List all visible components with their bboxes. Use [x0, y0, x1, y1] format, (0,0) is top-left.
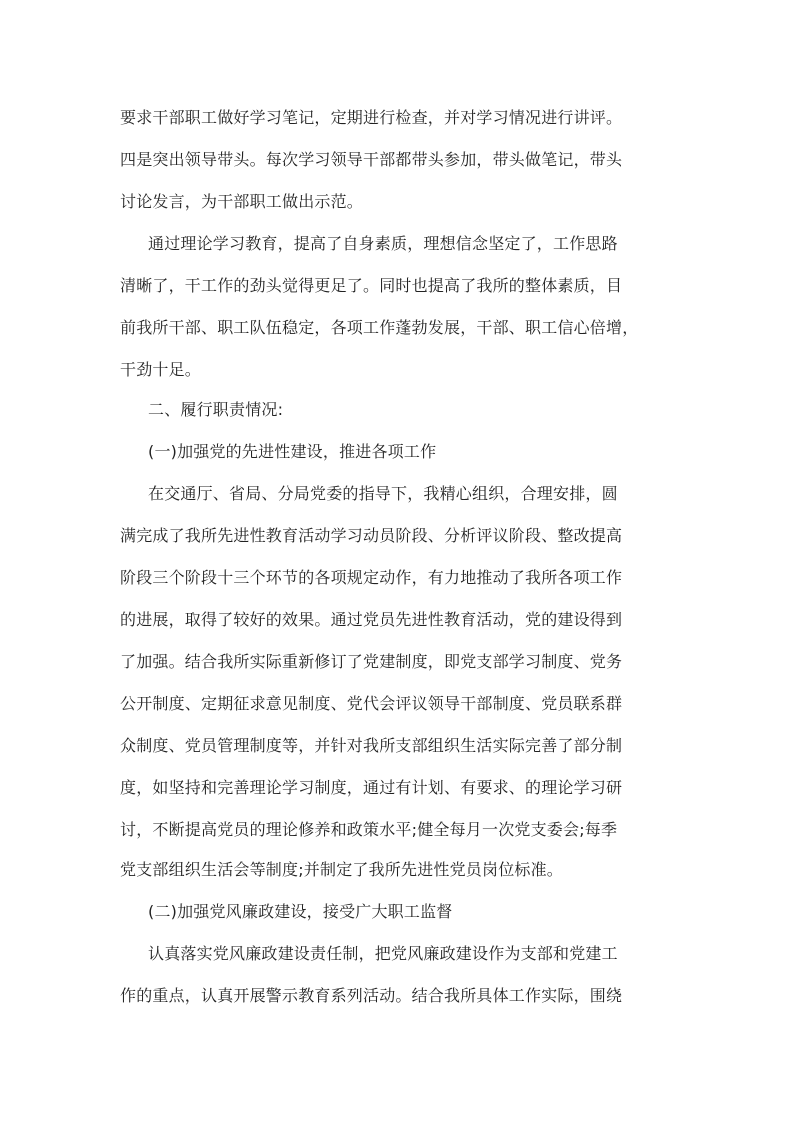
subsection-heading: (一)加强党的先进性建设，推进各项工作 [148, 442, 437, 461]
text-line: 了加强。结合我所实际重新修订了党建制度，即党支部学习制度、党务 [120, 652, 623, 671]
text-line: 众制度、党员管理制度等，并针对我所支部组织生活实际完善了部分制 [120, 736, 623, 755]
text-line: 阶段三个阶段十三个环节的各项规定动作，有力地推动了我所各项工作 [120, 568, 623, 587]
paragraph-start: 在交通厅、省局、分局党委的指导下，我精心组织，合理安排，圆 [148, 484, 618, 503]
text-line: 干劲十足。 [120, 360, 202, 379]
text-line: 前我所干部、职工队伍稳定，各项工作蓬勃发展，干部、职工信心倍增， [120, 318, 639, 337]
text-line: 清晰了，干工作的劲头觉得更足了。同时也提高了我所的整体素质，目 [120, 276, 623, 295]
paragraph-start: 认真落实党风廉政建设责任制，把党风廉政建设作为支部和党建工 [148, 944, 618, 963]
paragraph-start: 通过理论学习教育，提高了自身素质，理想信念坚定了，工作思路 [148, 234, 618, 253]
text-line: 要求干部职工做好学习笔记，定期进行检查，并对学习情况进行讲评。 [120, 108, 623, 127]
text-line: 党支部组织生活会等制度;并制定了我所先进性党员岗位标准。 [120, 860, 563, 879]
text-line: 讨，不断提高党员的理论修养和政策水平;健全每月一次党支委会;每季 [120, 820, 618, 839]
text-line: 讨论发言，为干部职工做出示范。 [120, 192, 364, 211]
text-line: 公开制度、定期征求意见制度、党代会评议领导干部制度、党员联系群 [120, 694, 623, 713]
section-heading: 二、履行职责情况: [148, 400, 284, 419]
subsection-heading: (二)加强党风廉政建设，接受广大职工监督 [148, 902, 453, 921]
text-line: 四是突出领导带头。每次学习领导干部都带头参加，带头做笔记，带头 [120, 150, 623, 169]
text-line: 作的重点，认真开展警示教育系列活动。结合我所具体工作实际，围绕 [120, 986, 623, 1005]
text-line: 度，如坚持和完善理论学习制度，通过有计划、有要求、的理论学习研 [120, 778, 623, 797]
text-line: 的进展，取得了较好的效果。通过党员先进性教育活动，党的建设得到 [120, 610, 623, 629]
text-line: 满完成了我所先进性教育活动学习动员阶段、分析评议阶段、整改提高 [120, 526, 623, 545]
